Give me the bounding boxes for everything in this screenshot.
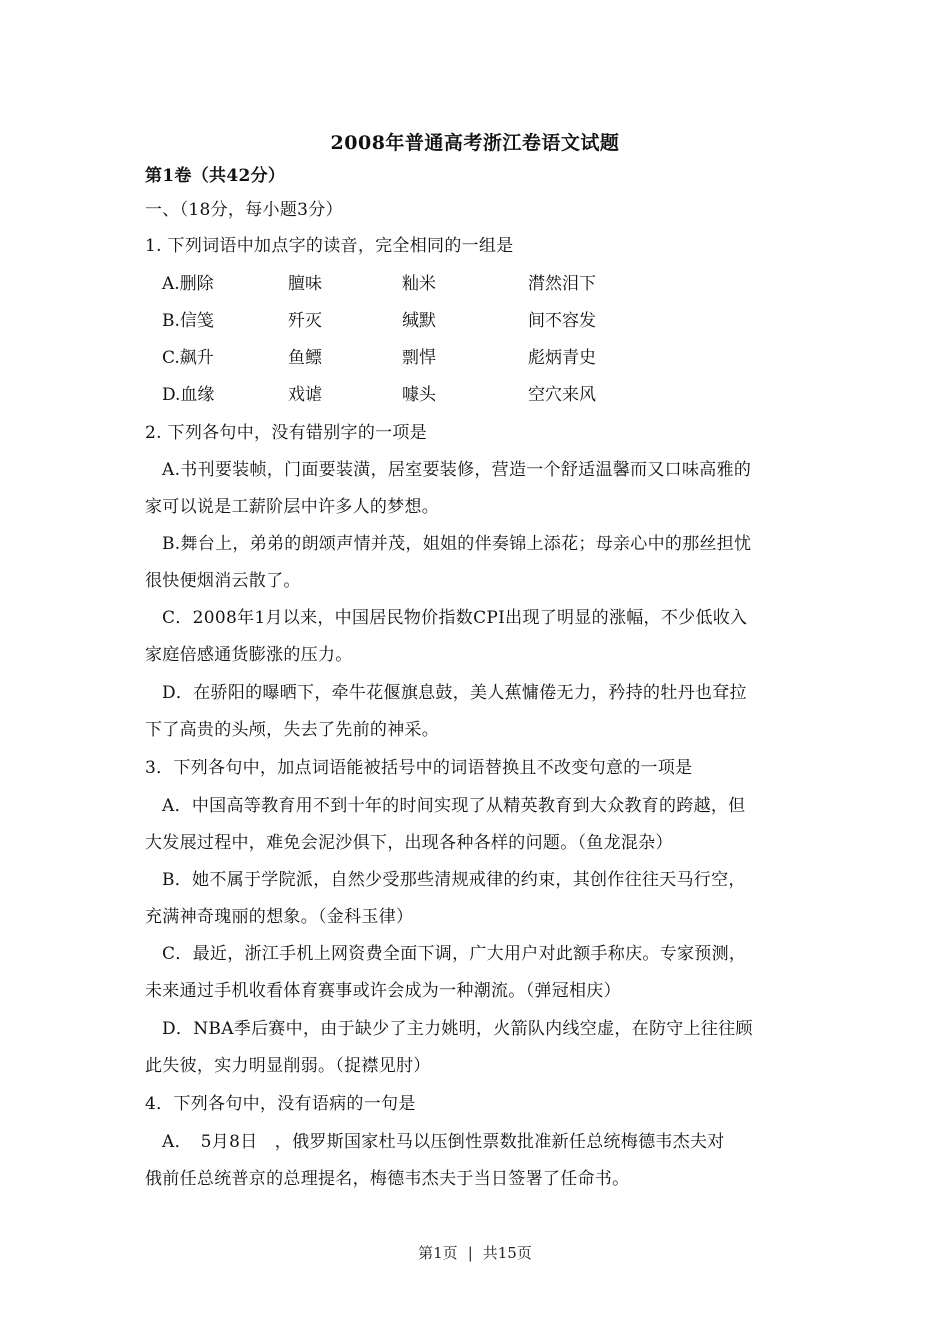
q1-option-b-word4: 间不容发 (528, 311, 596, 331)
page-number: 第1页 (418, 1244, 458, 1262)
q3-option-a: A．中国高等教育用不到十年的时间实现了从精英教育到大众教育的跨越，但 (162, 796, 746, 816)
section-heading: 第1卷（共42分） (145, 166, 286, 186)
question-1-stem: 1. 下列词语中加点字的读音，完全相同的一组是 (145, 236, 514, 256)
q1-option-a-word2: 膻味 (288, 274, 322, 294)
question-3-stem: 3．下列各句中，加点词语能被括号中的词语替换且不改变句意的一项是 (145, 758, 693, 778)
q1-option-c-word1: C.飙升 (162, 348, 214, 368)
q1-option-b-word3: 缄默 (402, 311, 436, 331)
q1-option-a-word3: 籼米 (402, 274, 436, 294)
q2-option-c: C．2008年1月以来，中国居民物价指数CPI出现了明显的涨幅，不少低收入 (162, 608, 748, 628)
q1-option-d-word1: D.血缘 (162, 385, 215, 405)
q1-option-d-word4: 空穴来风 (528, 385, 596, 405)
q1-option-c-word2: 鱼鳔 (288, 348, 322, 368)
q3-option-a-cont: 大发展过程中，难免会泥沙俱下，出现各种各样的问题。（鱼龙混杂） (145, 833, 673, 853)
q1-option-d-word2: 戏谑 (288, 385, 322, 405)
document-title: 2008年普通高考浙江卷语文试题 (330, 132, 620, 154)
question-4-stem: 4．下列各句中，没有语病的一句是 (145, 1094, 416, 1114)
q1-option-row (162, 383, 762, 407)
q2-option-a-cont: 家可以说是工薪阶层中许多人的梦想。 (145, 497, 440, 517)
q3-option-d: D．NBA季后赛中，由于缺少了主力姚明，火箭队内线空虚，在防守上往往顾 (162, 1019, 753, 1039)
q3-option-c-cont: 未来通过手机收看体育赛事或许会成为一种潮流。（弹冠相庆） (145, 981, 621, 1001)
q1-option-d-word3: 噱头 (402, 385, 436, 405)
q3-option-b: B．她不属于学院派，自然少受那些清规戒律的约束，其创作往往天马行空， (162, 870, 746, 890)
q1-option-c-word4: 彪炳青史 (528, 348, 596, 368)
question-2-stem: 2. 下列各句中，没有错别字的一项是 (145, 423, 428, 443)
q1-option-b-word1: B.信笺 (162, 311, 214, 331)
q1-option-row (162, 272, 762, 296)
q1-option-a-word1: A.删除 (162, 274, 214, 294)
q2-option-a: A.书刊要装帧，门面要装潢，居室要装修，营造一个舒适温馨而又口味高雅的 (162, 460, 752, 480)
q4-option-a-cont: 俄前任总统普京的总理提名，梅德韦杰夫于当日签署了任命书。 (145, 1169, 630, 1189)
q3-option-d-cont: 此失彼，实力明显削弱。（捉襟见肘） (145, 1056, 431, 1076)
part-heading: 一、（18分，每小题3分） (145, 200, 343, 220)
q2-option-b-cont: 很快便烟消云散了。 (145, 571, 301, 591)
q2-option-d-cont: 下了高贵的头颅，失去了先前的神采。 (145, 720, 440, 740)
q2-option-c-cont: 家庭倍感通货膨涨的压力。 (145, 645, 353, 665)
q2-option-d: D．在骄阳的曝晒下，牵牛花偃旗息鼓，美人蕉慵倦无力，矜持的牡丹也耷拉 (162, 683, 747, 703)
q3-option-b-cont: 充满神奇瑰丽的想象。（金科玉律） (145, 907, 414, 927)
q1-option-row (162, 346, 762, 370)
page-footer (0, 1242, 950, 1263)
q1-option-b-word2: 歼灭 (288, 311, 322, 331)
q1-option-c-word3: 剽悍 (402, 348, 436, 368)
footer-separator: | (467, 1244, 473, 1262)
q1-option-row (162, 309, 762, 333)
q2-option-b: B.舞台上，弟弟的朗颂声情并茂，姐姐的伴奏锦上添花；母亲心中的那丝担忧 (162, 534, 752, 554)
q1-option-a-word4: 潸然泪下 (528, 274, 596, 294)
q4-option-a: A． 5月8日 ，俄罗斯国家杜马以压倒性票数批准新任总统梅德韦杰夫对 (162, 1132, 725, 1152)
page-total: 共15页 (482, 1244, 532, 1262)
q3-option-c: C．最近，浙江手机上网资费全面下调，广大用户对此额手称庆。专家预测， (162, 944, 747, 964)
